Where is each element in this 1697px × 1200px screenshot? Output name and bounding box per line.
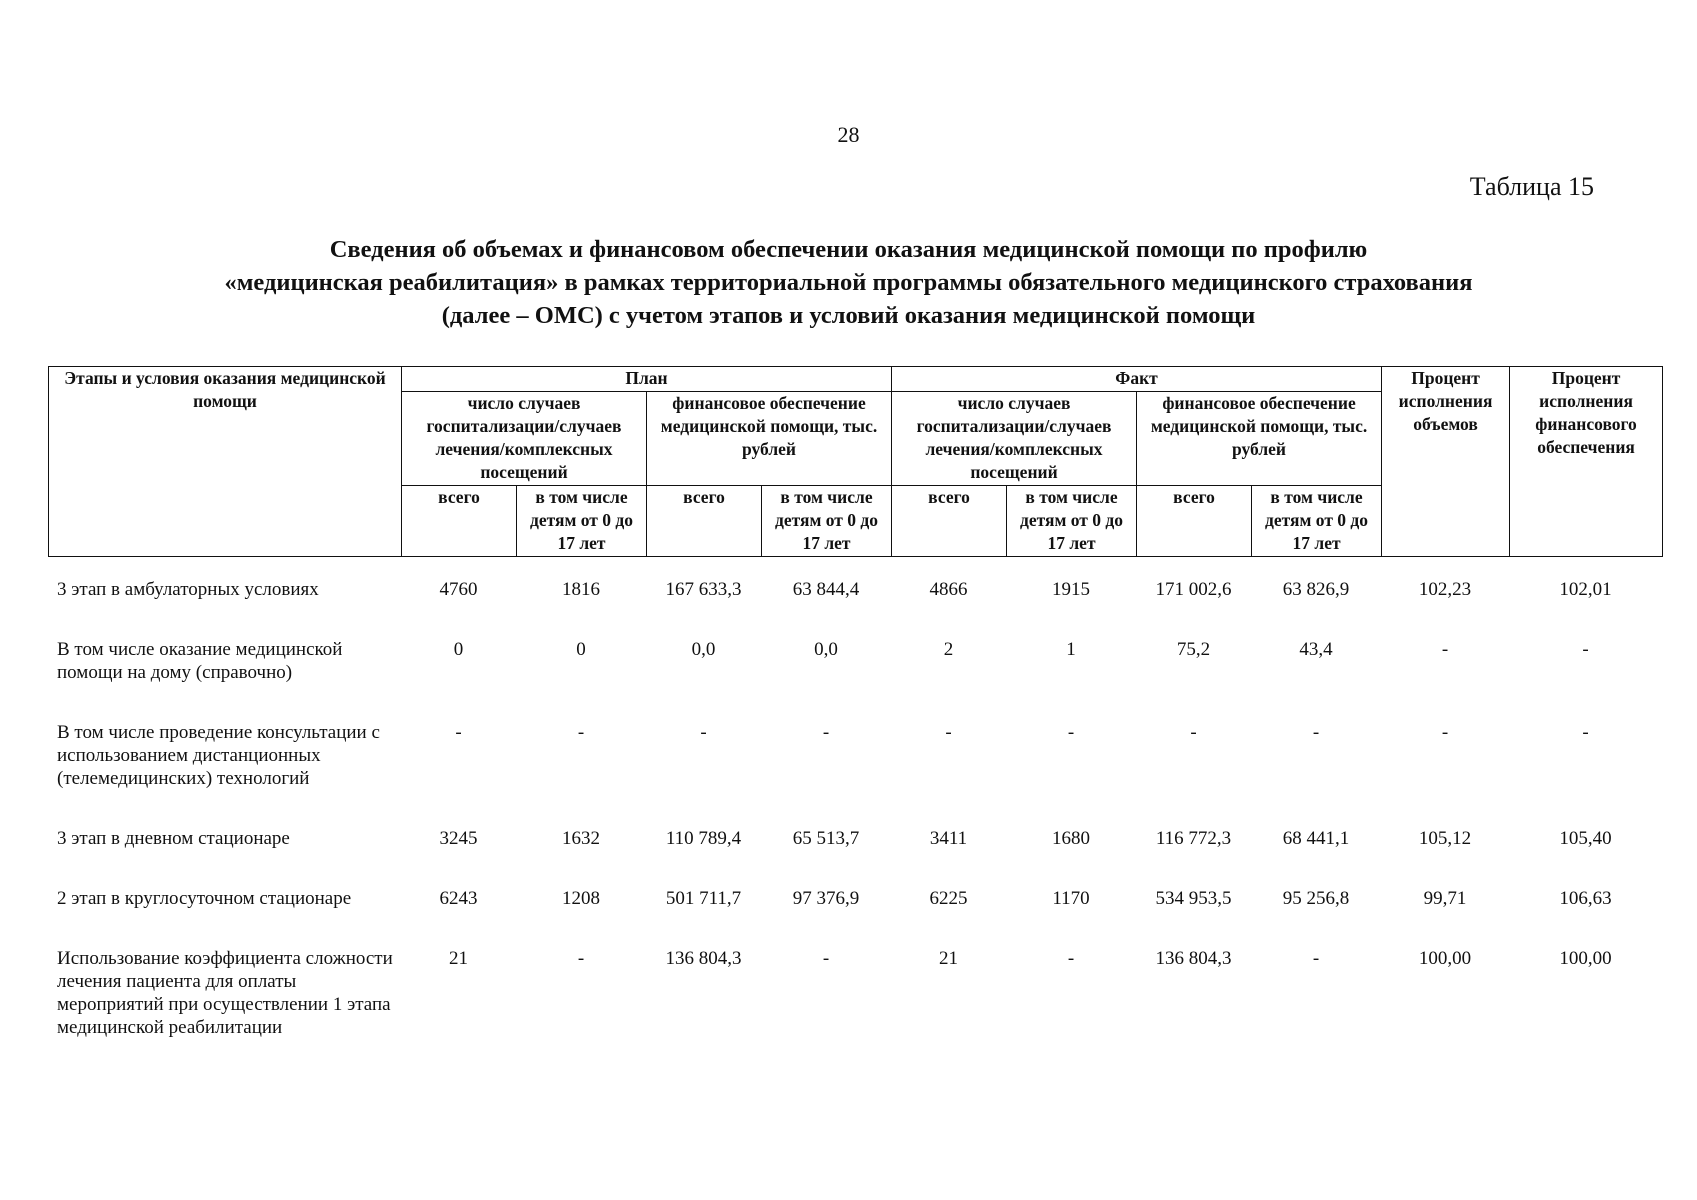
header-plan-cases-total: всего (402, 486, 517, 557)
cell-plan-finance-children: 0,0 (814, 639, 838, 660)
row-label: 3 этап в дневном стационаре (57, 828, 290, 849)
cell-fact-cases-children: 1915 (1052, 579, 1090, 600)
header-plan-cases-children: в том числе детям от 0 до 17 лет (517, 486, 647, 557)
cell-fact-finance-total: 116 772,3 (1155, 828, 1232, 849)
table-row (48, 638, 1662, 721)
cell-plan-cases-children: 1816 (562, 579, 600, 600)
table-header (48, 366, 1663, 557)
table-row (48, 578, 1662, 638)
cell-percent-volume: 100,00 (1418, 948, 1472, 969)
header-fact-finance-children: в том числе детям от 0 до 17 лет (1252, 486, 1382, 557)
header-fact-finance: финансовое обеспечение медицинской помощи, тыс. рублей (1137, 392, 1382, 486)
cell-plan-cases-total: 6243 (439, 888, 478, 909)
title-line: Сведения об объемах и финансовом обеспечении оказания медицинской помощи по профилю (329, 236, 1368, 263)
cell-percent-finance: 106,63 (1559, 888, 1612, 909)
cell-plan-finance-children: 63 844,4 (792, 579, 860, 600)
cell-plan-cases-total: 21 (449, 948, 468, 969)
cell-fact-finance-children: 63 826,9 (1282, 579, 1350, 600)
cell-fact-cases-children: - (1067, 948, 1075, 969)
cell-fact-cases-total: 6225 (929, 888, 968, 909)
cell-plan-finance-total: 110 789,4 (665, 828, 742, 849)
cell-plan-cases-children: - (577, 948, 585, 969)
cell-plan-cases-total: 0 (453, 639, 464, 660)
header-fact: Факт (892, 367, 1382, 392)
table-row (48, 721, 1662, 827)
cell-plan-cases-total: - (455, 722, 462, 743)
cell-fact-cases-total: 4866 (929, 579, 968, 600)
cell-percent-finance: 102,01 (1559, 579, 1612, 600)
header-fact-cases-children: в том числе детям от 0 до 17 лет (1007, 486, 1137, 557)
cell-fact-cases-children: 1 (1066, 639, 1076, 660)
cell-fact-finance-children: - (1312, 948, 1320, 969)
cell-fact-cases-total: 2 (943, 639, 954, 660)
cell-fact-finance-total: 534 953,5 (1155, 888, 1232, 909)
cell-plan-cases-total: 4760 (439, 579, 478, 600)
row-label: В том числе оказание медицинской помощи на дому (справочно) (57, 639, 343, 683)
cell-plan-finance-total: 501 711,7 (665, 888, 742, 909)
cell-fact-finance-children: 95 256,8 (1282, 888, 1350, 909)
cell-fact-cases-total: 21 (939, 948, 958, 969)
cell-percent-volume: 99,71 (1423, 888, 1467, 909)
page-number: 28 (837, 122, 860, 147)
cell-plan-finance-children: 97 376,9 (792, 888, 860, 909)
header-fact-cases-total: всего (892, 486, 1007, 557)
row-label: 3 этап в амбулаторных условиях (57, 579, 319, 600)
cell-plan-cases-children: 1208 (562, 888, 600, 909)
cell-plan-cases-children: 1632 (562, 828, 600, 849)
header-stage: Этапы и условия оказания медицинской помощи (49, 367, 402, 557)
cell-fact-cases-children: 1680 (1052, 828, 1090, 849)
cell-plan-finance-children: - (822, 948, 830, 969)
header-plan: План (402, 367, 892, 392)
table-body (48, 578, 1662, 1047)
cell-fact-finance-children: - (1312, 722, 1320, 743)
cell-plan-cases-children: 0 (576, 639, 586, 660)
table-row (48, 947, 1662, 1047)
cell-percent-volume: 102,23 (1418, 579, 1472, 600)
cell-plan-cases-total: 3245 (439, 828, 478, 849)
cell-plan-finance-children: - (822, 722, 830, 743)
title-line: (далее – ОМС) с учетом этапов и условий оказания медицинской помощи (441, 302, 1256, 329)
cell-percent-volume: - (1441, 722, 1449, 743)
cell-plan-finance-children: 65 513,7 (792, 828, 860, 849)
header-fact-cases: число случаев госпитализации/случаев лечения/комплексных посещений (892, 392, 1137, 486)
cell-plan-finance-total: 136 804,3 (665, 948, 742, 969)
header-percent-volume: Процент исполнения объемов (1382, 367, 1510, 557)
cell-fact-finance-total: 171 002,6 (1155, 579, 1232, 600)
cell-percent-finance: 105,40 (1559, 828, 1612, 849)
cell-plan-finance-total: 167 633,3 (665, 579, 742, 600)
cell-fact-cases-total: - (945, 722, 952, 743)
cell-fact-finance-children: 68 441,1 (1282, 828, 1350, 849)
document-title (60, 233, 1637, 332)
cell-percent-finance: - (1582, 722, 1589, 743)
cell-fact-cases-children: - (1067, 722, 1075, 743)
table-row (48, 887, 1662, 947)
cell-plan-cases-children: - (577, 722, 585, 743)
title-line: «медицинская реабилитация» в рамках территориальной программы обязательного медицинского страхования (224, 269, 1473, 296)
row-label: 2 этап в круглосуточном стационаре (57, 888, 352, 909)
cell-percent-volume: - (1441, 639, 1449, 660)
cell-fact-cases-children: 1170 (1052, 888, 1090, 909)
cell-fact-finance-children: 43,4 (1299, 639, 1333, 660)
header-percent-finance: Процент исполнения финансового обеспечения (1510, 367, 1663, 557)
row-label: Использование коэффициента сложности лечения пациента для оплаты мероприятий при осуществлении 1 этапа медицинской реабилитации (57, 948, 393, 1038)
header-plan-cases: число случаев госпитализации/случаев лечения/комплексных посещений (402, 392, 647, 486)
header-plan-finance: финансовое обеспечение медицинской помощи, тыс. рублей (647, 392, 892, 486)
cell-percent-volume: 105,12 (1418, 828, 1472, 849)
header-plan-finance-children: в том числе детям от 0 до 17 лет (762, 486, 892, 557)
header-plan-finance-total: всего (647, 486, 762, 557)
header-fact-finance-total: всего (1137, 486, 1252, 557)
cell-plan-finance-total: 0,0 (691, 639, 716, 660)
cell-fact-finance-total: 136 804,3 (1155, 948, 1232, 969)
cell-fact-finance-total: 75,2 (1176, 639, 1211, 660)
table-label: Таблица 15 (1469, 172, 1594, 201)
cell-fact-finance-total: - (1190, 722, 1197, 743)
cell-percent-finance: - (1582, 639, 1589, 660)
table-row (48, 827, 1662, 887)
cell-fact-cases-total: 3411 (929, 828, 968, 849)
cell-percent-finance: 100,00 (1559, 948, 1612, 969)
row-label: В том числе проведение консультации с использованием дистанционных (телемедицинских) технологий (57, 722, 380, 789)
cell-plan-finance-total: - (700, 722, 707, 743)
